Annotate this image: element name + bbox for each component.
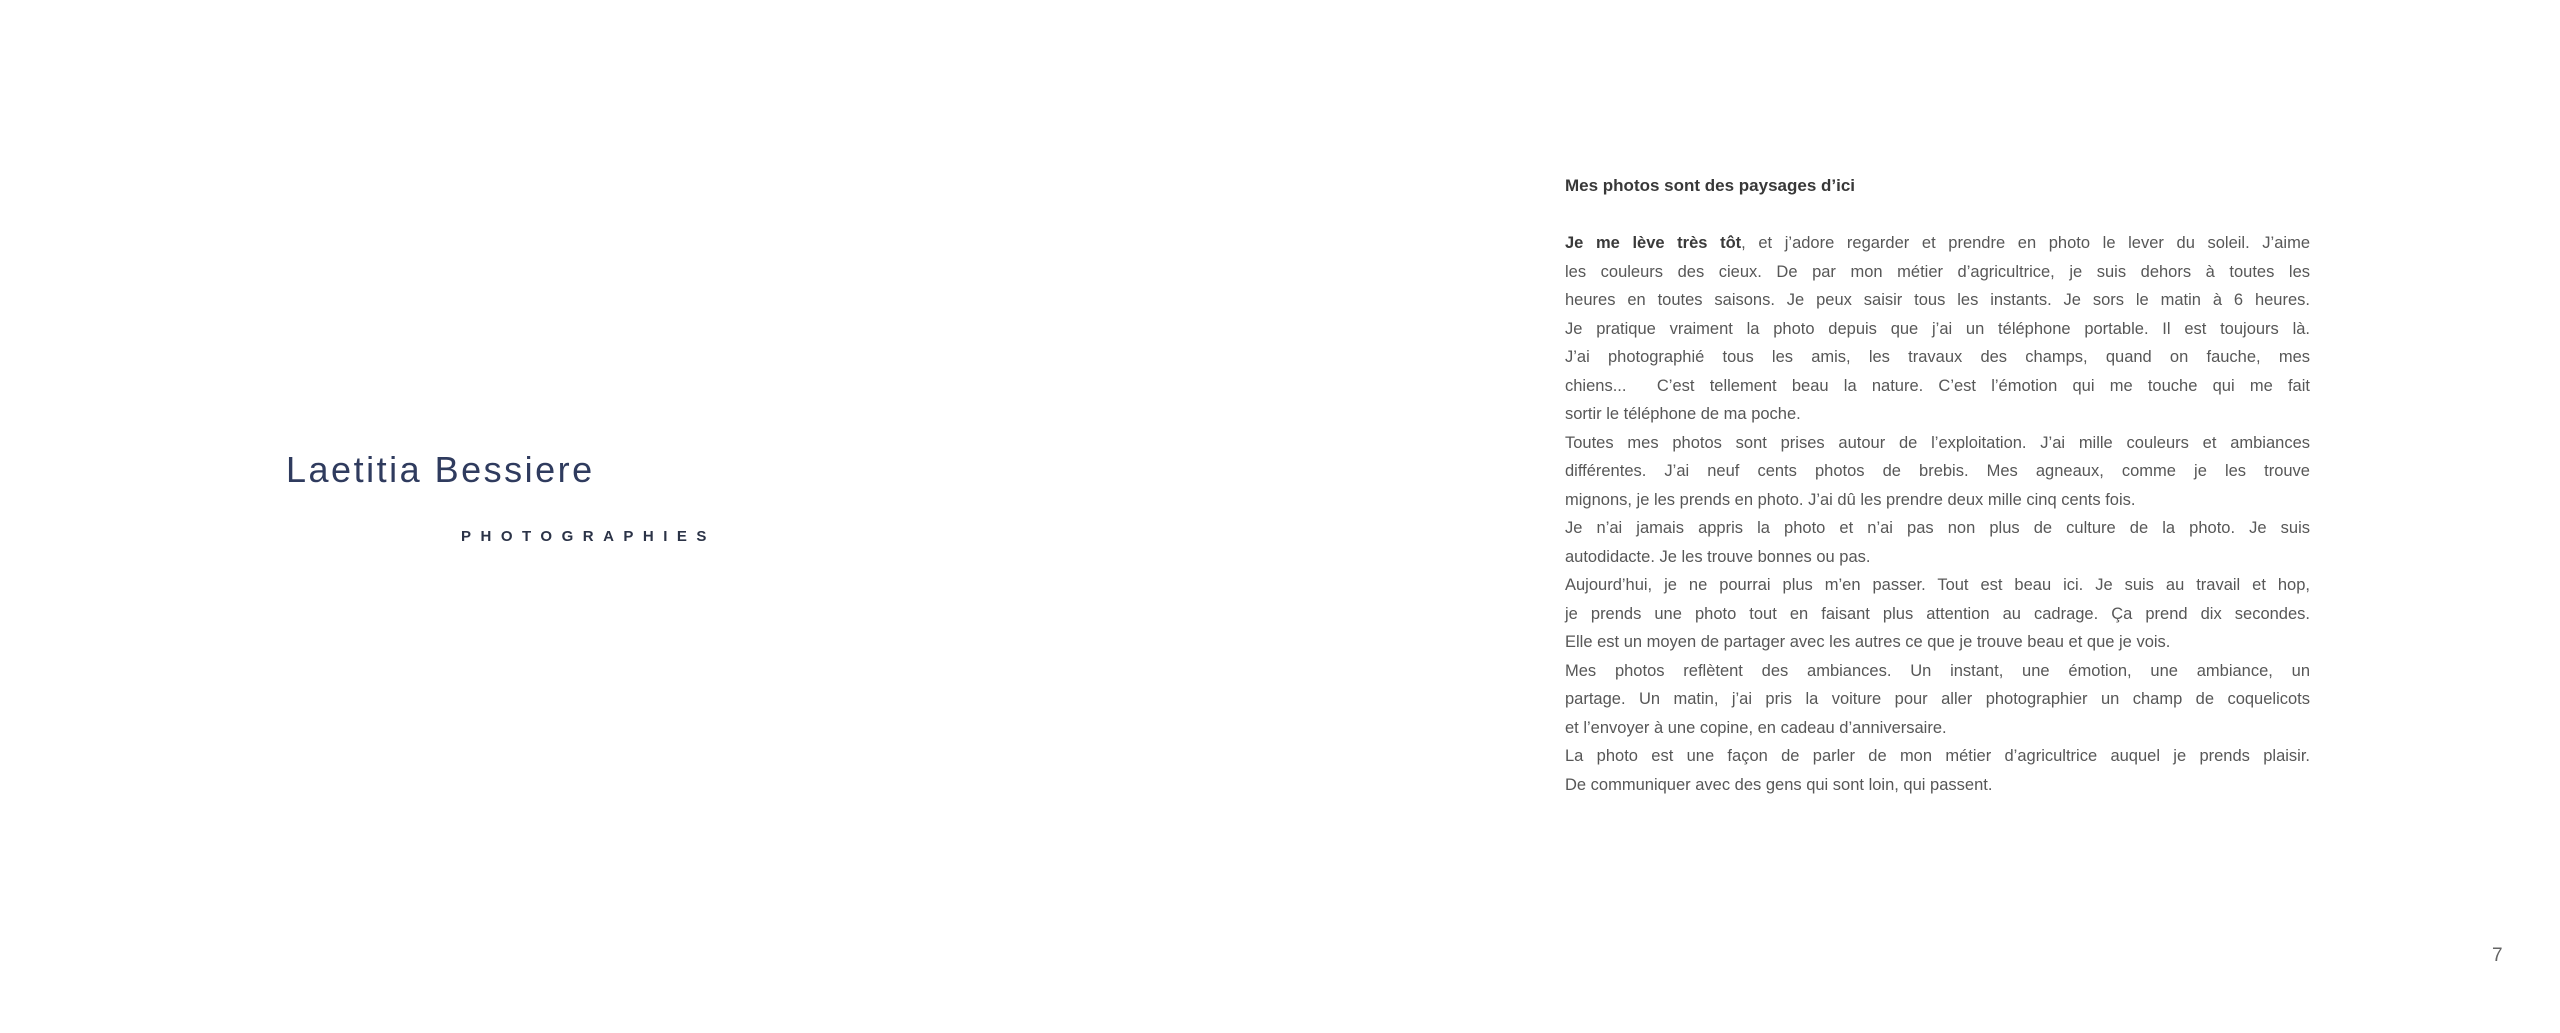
author-subtitle: PHOTOGRAPHIES [461, 528, 716, 545]
author-name: Laetitia Bessiere [286, 449, 595, 490]
text-line: partage. Un matin, j’ai pris la voiture pour aller photographier un champ de coquelicots [1565, 690, 2310, 708]
text-line: Je pratique vraiment la photo depuis que j’ai un téléphone portable. Il est toujours là. [1565, 319, 2310, 338]
text-line: J’ai photographié tous les amis, les travaux des champs, quand on fauche, mes [1565, 348, 2310, 366]
text-line: La photo est une façon de parler de mon métier d’agricultrice auquel je prends plaisir. [1565, 747, 2310, 765]
text-line: les couleurs des cieux. De par mon métier d’agricultrice, je suis dehors à toutes les [1565, 262, 2310, 281]
text-line: chiens... C’est tellement beau la nature. C’est l’émotion qui me touche qui me fait [1565, 376, 2310, 395]
text-line: autodidacte. Je les trouve bonnes ou pas. [1565, 547, 1871, 566]
text-line: Elle est un moyen de partager avec les autres ce que je trouve beau et que je vois. [1565, 633, 2171, 651]
text-line: différentes. J’ai neuf cents photos de brebis. Mes agneaux, comme je les trouve [1565, 462, 2310, 480]
text-line: Je n’ai jamais appris la photo et n’ai pas non plus de culture de la photo. Je suis [1565, 519, 2310, 537]
text-line: Toutes mes photos sont prises autour de l’exploitation. J’ai mille couleurs et ambiances [1565, 433, 2310, 452]
text-line: mignons, je les prends en photo. J’ai dû les prendre deux mille cinq cents fois. [1565, 490, 2136, 509]
text-line: je prends une photo tout en faisant plus attention au cadrage. Ça prend dix secondes. [1565, 604, 2310, 623]
text-line: Aujourd’hui, je ne pourrai plus m’en passer. Tout est beau ici. Je suis au travail et hop, [1565, 576, 2310, 594]
text-line-rest: , et j’adore regarder et prendre en photo le lever du soleil. J’aime [1741, 234, 2310, 252]
text-line [1565, 229, 2310, 258]
page-number: 7 [2492, 945, 2503, 966]
interview-text-block [1565, 172, 2310, 799]
article-heading: Mes photos sont des paysages d’ici [1565, 176, 1856, 195]
text-line: sortir le téléphone de ma poche. [1565, 405, 1801, 423]
text-line: De communiquer avec des gens qui sont loin, qui passent. [1565, 775, 1993, 794]
text-line: heures en toutes saisons. Je peux saisir tous les instants. Je sors le matin à 6 heures. [1565, 291, 2310, 309]
text-line: et l’envoyer à une copine, en cadeau d’anniversaire. [1565, 718, 1947, 737]
text-line: Mes photos reflètent des ambiances. Un instant, une émotion, une ambiance, un [1565, 661, 2310, 680]
lead-bold-phrase: Je me lève très tôt [1565, 234, 1742, 252]
